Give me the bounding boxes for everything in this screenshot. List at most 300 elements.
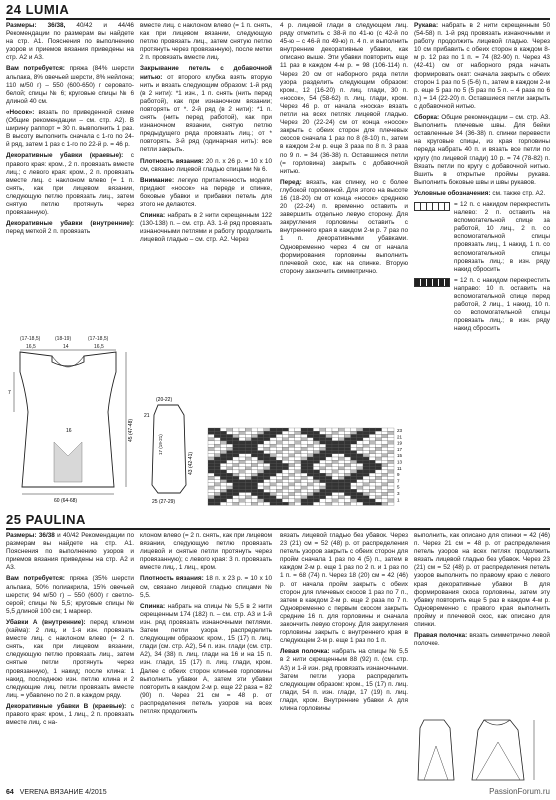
chart-cell: [326, 431, 332, 434]
chart-cell: [220, 483, 226, 486]
chart-row-label: 9: [397, 472, 400, 478]
chart-cell: [227, 502, 233, 505]
chart-cell: [258, 483, 264, 486]
chart-cell: [332, 492, 338, 495]
chart-cell: [220, 457, 226, 460]
chart-cell: [326, 467, 332, 470]
chart-cell: [363, 489, 369, 492]
chart-cell: [375, 438, 381, 441]
chart-cell: [382, 451, 388, 454]
chart-cell: [289, 428, 295, 431]
chart-cell: [251, 447, 257, 450]
chart-cell: [382, 454, 388, 457]
heading-rule: [6, 18, 550, 20]
chart-cell: [326, 470, 332, 473]
cable-right-symbol: [414, 278, 450, 287]
chart-cell: [289, 483, 295, 486]
chart-cell: [282, 502, 288, 505]
chart-cell: [208, 438, 214, 441]
chart-cell: [388, 489, 394, 492]
chart-cell: [220, 428, 226, 431]
chart-cell: [270, 473, 276, 476]
chart-cell: [326, 463, 332, 466]
chart-cell: [214, 483, 220, 486]
dimension-label: (20-22): [156, 397, 173, 403]
chart-cell: [351, 476, 357, 479]
chart-cell: [320, 486, 326, 489]
chart-cell: [313, 463, 319, 466]
chart-cell: [344, 492, 350, 495]
chart-cell: [388, 457, 394, 460]
chart-cell: [344, 499, 350, 502]
chart-cell: [208, 451, 214, 454]
chart-cell: [332, 489, 338, 492]
chart-cell: [301, 444, 307, 447]
chart-cell: [270, 480, 276, 483]
chart-cell: [239, 476, 245, 479]
chart-cell: [375, 431, 381, 434]
chart-cell: [208, 431, 214, 434]
chart-cell: [227, 476, 233, 479]
chart-cell: [375, 473, 381, 476]
chart-cell: [357, 470, 363, 473]
chart-cell: [208, 460, 214, 463]
chart-cell: [258, 454, 264, 457]
chart-cell: [344, 431, 350, 434]
chart-cell: [270, 470, 276, 473]
dimension-label: 25 (27-29): [152, 499, 176, 505]
chart-cell: [313, 451, 319, 454]
chart-cell: [295, 476, 301, 479]
chart-cell: [301, 451, 307, 454]
legend-ref: см. также стр. А2.: [492, 189, 546, 197]
attention-label: Внимание:: [140, 176, 175, 184]
chart-cell: [276, 476, 282, 479]
chart-cell: [289, 502, 295, 505]
sleeves-text: набрать в 2 нити скрещенным 50 (54-58) п. 1-й ряд провязать изнаночными и работу продолжить лицевой гладью. Через 10 см прибавить с обеих сторон в каждом 8-м р. 12 раз по 1 п. = 74 (82-90) п. Через 43 (42-41) см от наборного ряда начать формировать окат: сначала закрыть с обеих сторон 1 раз по 5 (5-6) п., затем в каждом 2-м р. еще 5 раз по 5 (5 раз по 5 п. – 4 раза по 6 п.) = 14 (22-20) п. Оставшиеся петли закрыть с добавочной нитью.: [414, 22, 550, 110]
chart-cell: [375, 470, 381, 473]
chart-cell: [344, 434, 350, 437]
chart-cell: [208, 492, 214, 495]
chart-cell: [276, 431, 282, 434]
chart-cell: [289, 463, 295, 466]
chart-cell: [338, 470, 344, 473]
chart-cell: [369, 438, 375, 441]
chart-cell: [270, 441, 276, 444]
back-text: набрать в 2 нити скрещенным 122 (130-138) п. – см. стр. А3. 1-й ряд провязать изнаночными петлями и работу продолжить лицевой гладью – см. стр. А2. Через: [140, 212, 272, 244]
chart-cell: [338, 454, 344, 457]
chart-cell: [289, 486, 295, 489]
chart-cell: [282, 438, 288, 441]
chart-cell: [258, 492, 264, 495]
pattern-label: «Носок»:: [6, 108, 35, 116]
chart-cell: [295, 431, 301, 434]
left-front-text: набрать на спицы № 5,5 в 2 нити скрещенным 88 (92) п. (см. стр. А3) и 1-й изн. ряд провязать изнаночными. Затем петли узора распределить следующим образом: кром., 15 (17) п. лиц. глади, 54 п. изн. глади, 17 (19) п. лиц. глади, кром. Внутренние убавки А для клина горловины: [280, 648, 408, 712]
left-front-label: Левая полочка:: [280, 648, 330, 656]
chart-cell: [264, 447, 270, 450]
dimension-label: 7: [8, 390, 11, 396]
chart-cell: [270, 457, 276, 460]
chart-cell: [289, 467, 295, 470]
chart-cell: [270, 454, 276, 457]
chart-cell: [220, 486, 226, 489]
chart-cell: [289, 454, 295, 457]
chart-cell: [258, 476, 264, 479]
chart-cell: [344, 441, 350, 444]
chart-cell: [363, 441, 369, 444]
chart-cell: [233, 483, 239, 486]
chart-cell: [270, 451, 276, 454]
chart-cell: [251, 492, 257, 495]
chart-cell: [369, 463, 375, 466]
chart-cell: [313, 428, 319, 431]
chart-cell: [239, 473, 245, 476]
chart-cell: [388, 434, 394, 437]
chart-cell: [301, 473, 307, 476]
chart-cell: [282, 428, 288, 431]
chart-cell: [289, 480, 295, 483]
dimension-label: 60 (64-68): [54, 498, 78, 504]
chart-cell: [295, 499, 301, 502]
chart-row-label: 19: [397, 440, 403, 446]
chart-cell: [276, 467, 282, 470]
chart-cell: [307, 428, 313, 431]
chart-cell: [338, 438, 344, 441]
chart-cell: [363, 470, 369, 473]
chart-cell: [251, 444, 257, 447]
chart-cell: [258, 496, 264, 499]
chart-cell: [375, 486, 381, 489]
chart-cell: [239, 489, 245, 492]
chart-cell: [270, 431, 276, 434]
chart-cell: [251, 438, 257, 441]
chart-cell: [208, 470, 214, 473]
chart-cell: [375, 502, 381, 505]
chart-cell: [351, 438, 357, 441]
paragraph: 4 р. лицевой глади в следующем лиц. ряду отметить с 38-й по 41-ю (с 42-й по 45-ю – с 46-й по 49-ю) п. 4 п. и выполнить внутренние декоративные убавки, как описано выше. Эти убавки повторить еще 11 раз в каждом 4-м р. = 98 (106-114) п. Через 20 см от наборного ряда петли узора разделить следующим образом: кром., 12 (16-20) п. лиц. глади, 30 п. «носок», 54 (58-62) п. лиц. глади, кром. Через 46 р. от начала «носка» вязать петли на всех петлях лицевой гладью. Через 20 (22-24) см от конца «носок» закрыть с обеих сторон для плечевых скосов сначала 1 раз по 8 (8-10) п., затем в каждом 2-м р. еще 3 раза по 8 п. 3 раза по 9 п. = 34 (36-38) п. Оставшиеся петли (= горловина) закрыть с добавочной нитью.: [280, 22, 408, 175]
chart-cell: [320, 499, 326, 502]
chart-cell: [245, 492, 251, 495]
chart-cell: [227, 431, 233, 434]
chart-cell: [301, 463, 307, 466]
chart-cell: [264, 431, 270, 434]
lumia-column-2: [140, 22, 272, 327]
chart-cell: [301, 434, 307, 437]
chart-cell: [233, 447, 239, 450]
chart-cell: [363, 454, 369, 457]
knitting-chart: [204, 426, 412, 512]
chart-cell: [313, 470, 319, 473]
paulina-column-2: [140, 532, 272, 784]
chart-cell: [388, 467, 394, 470]
dimension-label: 14: [63, 344, 69, 350]
chart-cell: [276, 434, 282, 437]
chart-cell: [320, 447, 326, 450]
chart-cell: [295, 467, 301, 470]
back-text: набрать на спицы № 5,5 в 2 нити скрещенным 174 (182) п. – см. стр. А3 и 1-й изн. ряд провязать изнаночными петлями. Затем петли узора распределить следующим образом: кром., 15 (17) п. лиц. глади (см. стр. А2), 54 п. изн. глади (см. стр. А2), 34 (38) п. лиц. глади на 16 и на 15 п. изн. глади, 15 (17) п. лиц. глади, кром. Далее с обеих сторон клиньев горловины выполнить убавки А, затем эти убавки повторить в каждом 2-м р. еще 22 раза = 82 (90) п. Через 21 см = 48 р. от распределения петель узоров на всех петлях продолжить: [140, 602, 272, 715]
chart-cell: [233, 434, 239, 437]
chart-cell: [307, 492, 313, 495]
chart-cell: [295, 447, 301, 450]
chart-cell: [276, 486, 282, 489]
chart-cell: [313, 476, 319, 479]
chart-cell: [338, 434, 344, 437]
chart-cell: [326, 476, 332, 479]
dimension-label: 21: [144, 413, 150, 419]
chart-cell: [382, 480, 388, 483]
chart-cell: [245, 447, 251, 450]
magazine-name: VERENA ВЯЗАНИЕ 4/2015: [19, 789, 107, 796]
chart-cell: [313, 473, 319, 476]
chart-cell: [245, 467, 251, 470]
chart-cell: [233, 454, 239, 457]
chart-cell: [282, 447, 288, 450]
chart-cell: [388, 483, 394, 486]
chart-cell: [326, 428, 332, 431]
chart-cell: [382, 476, 388, 479]
chart-cell: [344, 444, 350, 447]
chart-cell: [245, 463, 251, 466]
chart-cell: [357, 441, 363, 444]
chart-cell: [351, 444, 357, 447]
chart-cell: [264, 496, 270, 499]
chart-cell: [258, 470, 264, 473]
chart-cell: [282, 451, 288, 454]
chart-cell: [264, 470, 270, 473]
chart-cell: [264, 489, 270, 492]
chart-cell: [239, 502, 245, 505]
dimension-label: 16,5: [26, 344, 36, 350]
chart-cell: [245, 434, 251, 437]
chart-cell: [375, 457, 381, 460]
chart-cell: [320, 441, 326, 444]
chart-cell: [369, 499, 375, 502]
chart-cell: [307, 486, 313, 489]
chart-cell: [388, 451, 394, 454]
chart-cell: [276, 489, 282, 492]
chart-cell: [245, 502, 251, 505]
chart-cell: [320, 502, 326, 505]
chart-cell: [282, 476, 288, 479]
chart-cell: [357, 480, 363, 483]
chart-cell: [332, 451, 338, 454]
chart-cell: [295, 457, 301, 460]
chart-cell: [363, 467, 369, 470]
chart-cell: [264, 460, 270, 463]
chart-cell: [282, 496, 288, 499]
lumia-column-4: [414, 22, 550, 512]
chart-cell: [326, 454, 332, 457]
chart-cell: [357, 438, 363, 441]
chart-cell: [233, 486, 239, 489]
chart-cell: [251, 502, 257, 505]
chart-cell: [264, 492, 270, 495]
chart-cell: [289, 447, 295, 450]
chart-cell: [369, 444, 375, 447]
watermark: PassionForum.ru: [489, 787, 550, 796]
chart-cell: [295, 460, 301, 463]
chart-cell: [332, 502, 338, 505]
chart-cell: [320, 489, 326, 492]
chart-row-label: 3: [397, 491, 400, 496]
chart-cell: [239, 480, 245, 483]
chart-cell: [295, 473, 301, 476]
chart-cell: [351, 502, 357, 505]
chart-cell: [344, 454, 350, 457]
chart-cell: [363, 483, 369, 486]
chart-cell: [289, 444, 295, 447]
chart-cell: [227, 496, 233, 499]
chart-cell: [369, 496, 375, 499]
chart-cell: [270, 492, 276, 495]
chart-cell: [313, 467, 319, 470]
chart-cell: [220, 470, 226, 473]
chart-cell: [369, 467, 375, 470]
chart-cell: [276, 451, 282, 454]
chart-cell: [382, 428, 388, 431]
chart-cell: [220, 467, 226, 470]
chart-cell: [382, 467, 388, 470]
chart-cell: [251, 483, 257, 486]
chart-row-label: 23: [397, 428, 403, 433]
chart-cell: [338, 467, 344, 470]
chart-cell: [357, 434, 363, 437]
chart-cell: [338, 499, 344, 502]
chart-cell: [369, 476, 375, 479]
chart-cell: [375, 447, 381, 450]
section-heading-paulina: [6, 512, 550, 527]
sleeves-label: Рукава:: [414, 22, 439, 29]
chart-cell: [363, 438, 369, 441]
chart-cell: [214, 467, 220, 470]
bind-off-label: Закрывание петель с добавочной нитью:: [140, 65, 272, 81]
chart-cell: [375, 499, 381, 502]
inner-decrease-text: перед меткой 2 п. провязать: [6, 228, 91, 236]
chart-cell: [326, 434, 332, 437]
chart-cell: [326, 480, 332, 483]
chart-cell: [320, 480, 326, 483]
chart-cell: [344, 447, 350, 450]
materials-label: Вам потребуется:: [6, 65, 65, 73]
chart-cell: [307, 463, 313, 466]
chart-cell: [320, 454, 326, 457]
chart-cell: [369, 447, 375, 450]
chart-cell: [251, 431, 257, 434]
chart-cell: [307, 451, 313, 454]
chart-cell: [239, 467, 245, 470]
chart-cell: [363, 447, 369, 450]
dimension-label: 17 (19-21): [158, 434, 163, 455]
chart-cell: [227, 489, 233, 492]
chart-cell: [351, 467, 357, 470]
chart-cell: [233, 463, 239, 466]
chart-cell: [357, 454, 363, 457]
chart-cell: [332, 438, 338, 441]
chart-cell: [326, 492, 332, 495]
chart-cell: [326, 483, 332, 486]
chart-cell: [382, 486, 388, 489]
chart-cell: [363, 431, 369, 434]
chart-cell: [245, 473, 251, 476]
chart-cell: [332, 463, 338, 466]
chart-cell: [307, 502, 313, 505]
chart-cell: [351, 486, 357, 489]
chart-cell: [307, 431, 313, 434]
chart-cell: [264, 467, 270, 470]
chart-cell: [326, 499, 332, 502]
chart-cell: [388, 460, 394, 463]
chart-cell: [344, 438, 350, 441]
materials-text: пряжа (35% шерсти альпака, 50% полиакрила, 15% овечьей шерсти; 94 м/50 г) – 550 (600) г светло-серой; спицы № 5,5; круговые спицы № 5,5 длиной 100 см; 1 маркер.: [6, 575, 134, 615]
chart-cell: [245, 483, 251, 486]
chart-cell: [307, 441, 313, 444]
chart-cell: [351, 457, 357, 460]
chart-cell: [220, 451, 226, 454]
chart-cell: [214, 434, 220, 437]
chart-cell: [363, 463, 369, 466]
chart-cell: [357, 451, 363, 454]
chart-cell: [270, 489, 276, 492]
chart-cell: [382, 483, 388, 486]
chart-cell: [214, 486, 220, 489]
chart-cell: [326, 444, 332, 447]
chart-cell: [276, 496, 282, 499]
materials-label: Вам потребуется:: [6, 575, 65, 583]
chart-cell: [245, 470, 251, 473]
chart-cell: [332, 441, 338, 444]
chart-cell: [214, 499, 220, 502]
chart-cell: [276, 473, 282, 476]
chart-cell: [369, 486, 375, 489]
chart-cell: [382, 441, 388, 444]
chart-cell: [214, 480, 220, 483]
chart-cell: [369, 431, 375, 434]
chart-cell: [388, 438, 394, 441]
chart-cell: [388, 492, 394, 495]
chart-cell: [214, 460, 220, 463]
chart-cell: [208, 467, 214, 470]
chart-cell: [233, 502, 239, 505]
chart-cell: [282, 463, 288, 466]
right-front-text: вязать симметрично левой полочке.: [414, 632, 550, 648]
chart-cell: [220, 473, 226, 476]
chart-cell: [245, 454, 251, 457]
chart-cell: [338, 457, 344, 460]
chart-cell: [276, 447, 282, 450]
decrease-a-label: Убавки А (внутренние):: [6, 618, 86, 626]
chart-cell: [264, 457, 270, 460]
chart-cell: [357, 483, 363, 486]
chart-cell: [276, 499, 282, 502]
chart-cell: [363, 451, 369, 454]
chart-cell: [313, 483, 319, 486]
chart-cell: [251, 470, 257, 473]
chart-cell: [289, 476, 295, 479]
chart-cell: [301, 476, 307, 479]
chart-cell: [220, 438, 226, 441]
chart-cell: [295, 438, 301, 441]
legend-item: [414, 277, 550, 334]
chart-cell: [326, 502, 332, 505]
chart-cell: [208, 428, 214, 431]
chart-cell: [227, 441, 233, 444]
chart-cell: [332, 486, 338, 489]
dimension-label: (17-18,5): [20, 336, 41, 342]
chart-cell: [208, 499, 214, 502]
chart-cell: [357, 502, 363, 505]
chart-cell: [338, 460, 344, 463]
chart-cell: [208, 447, 214, 450]
